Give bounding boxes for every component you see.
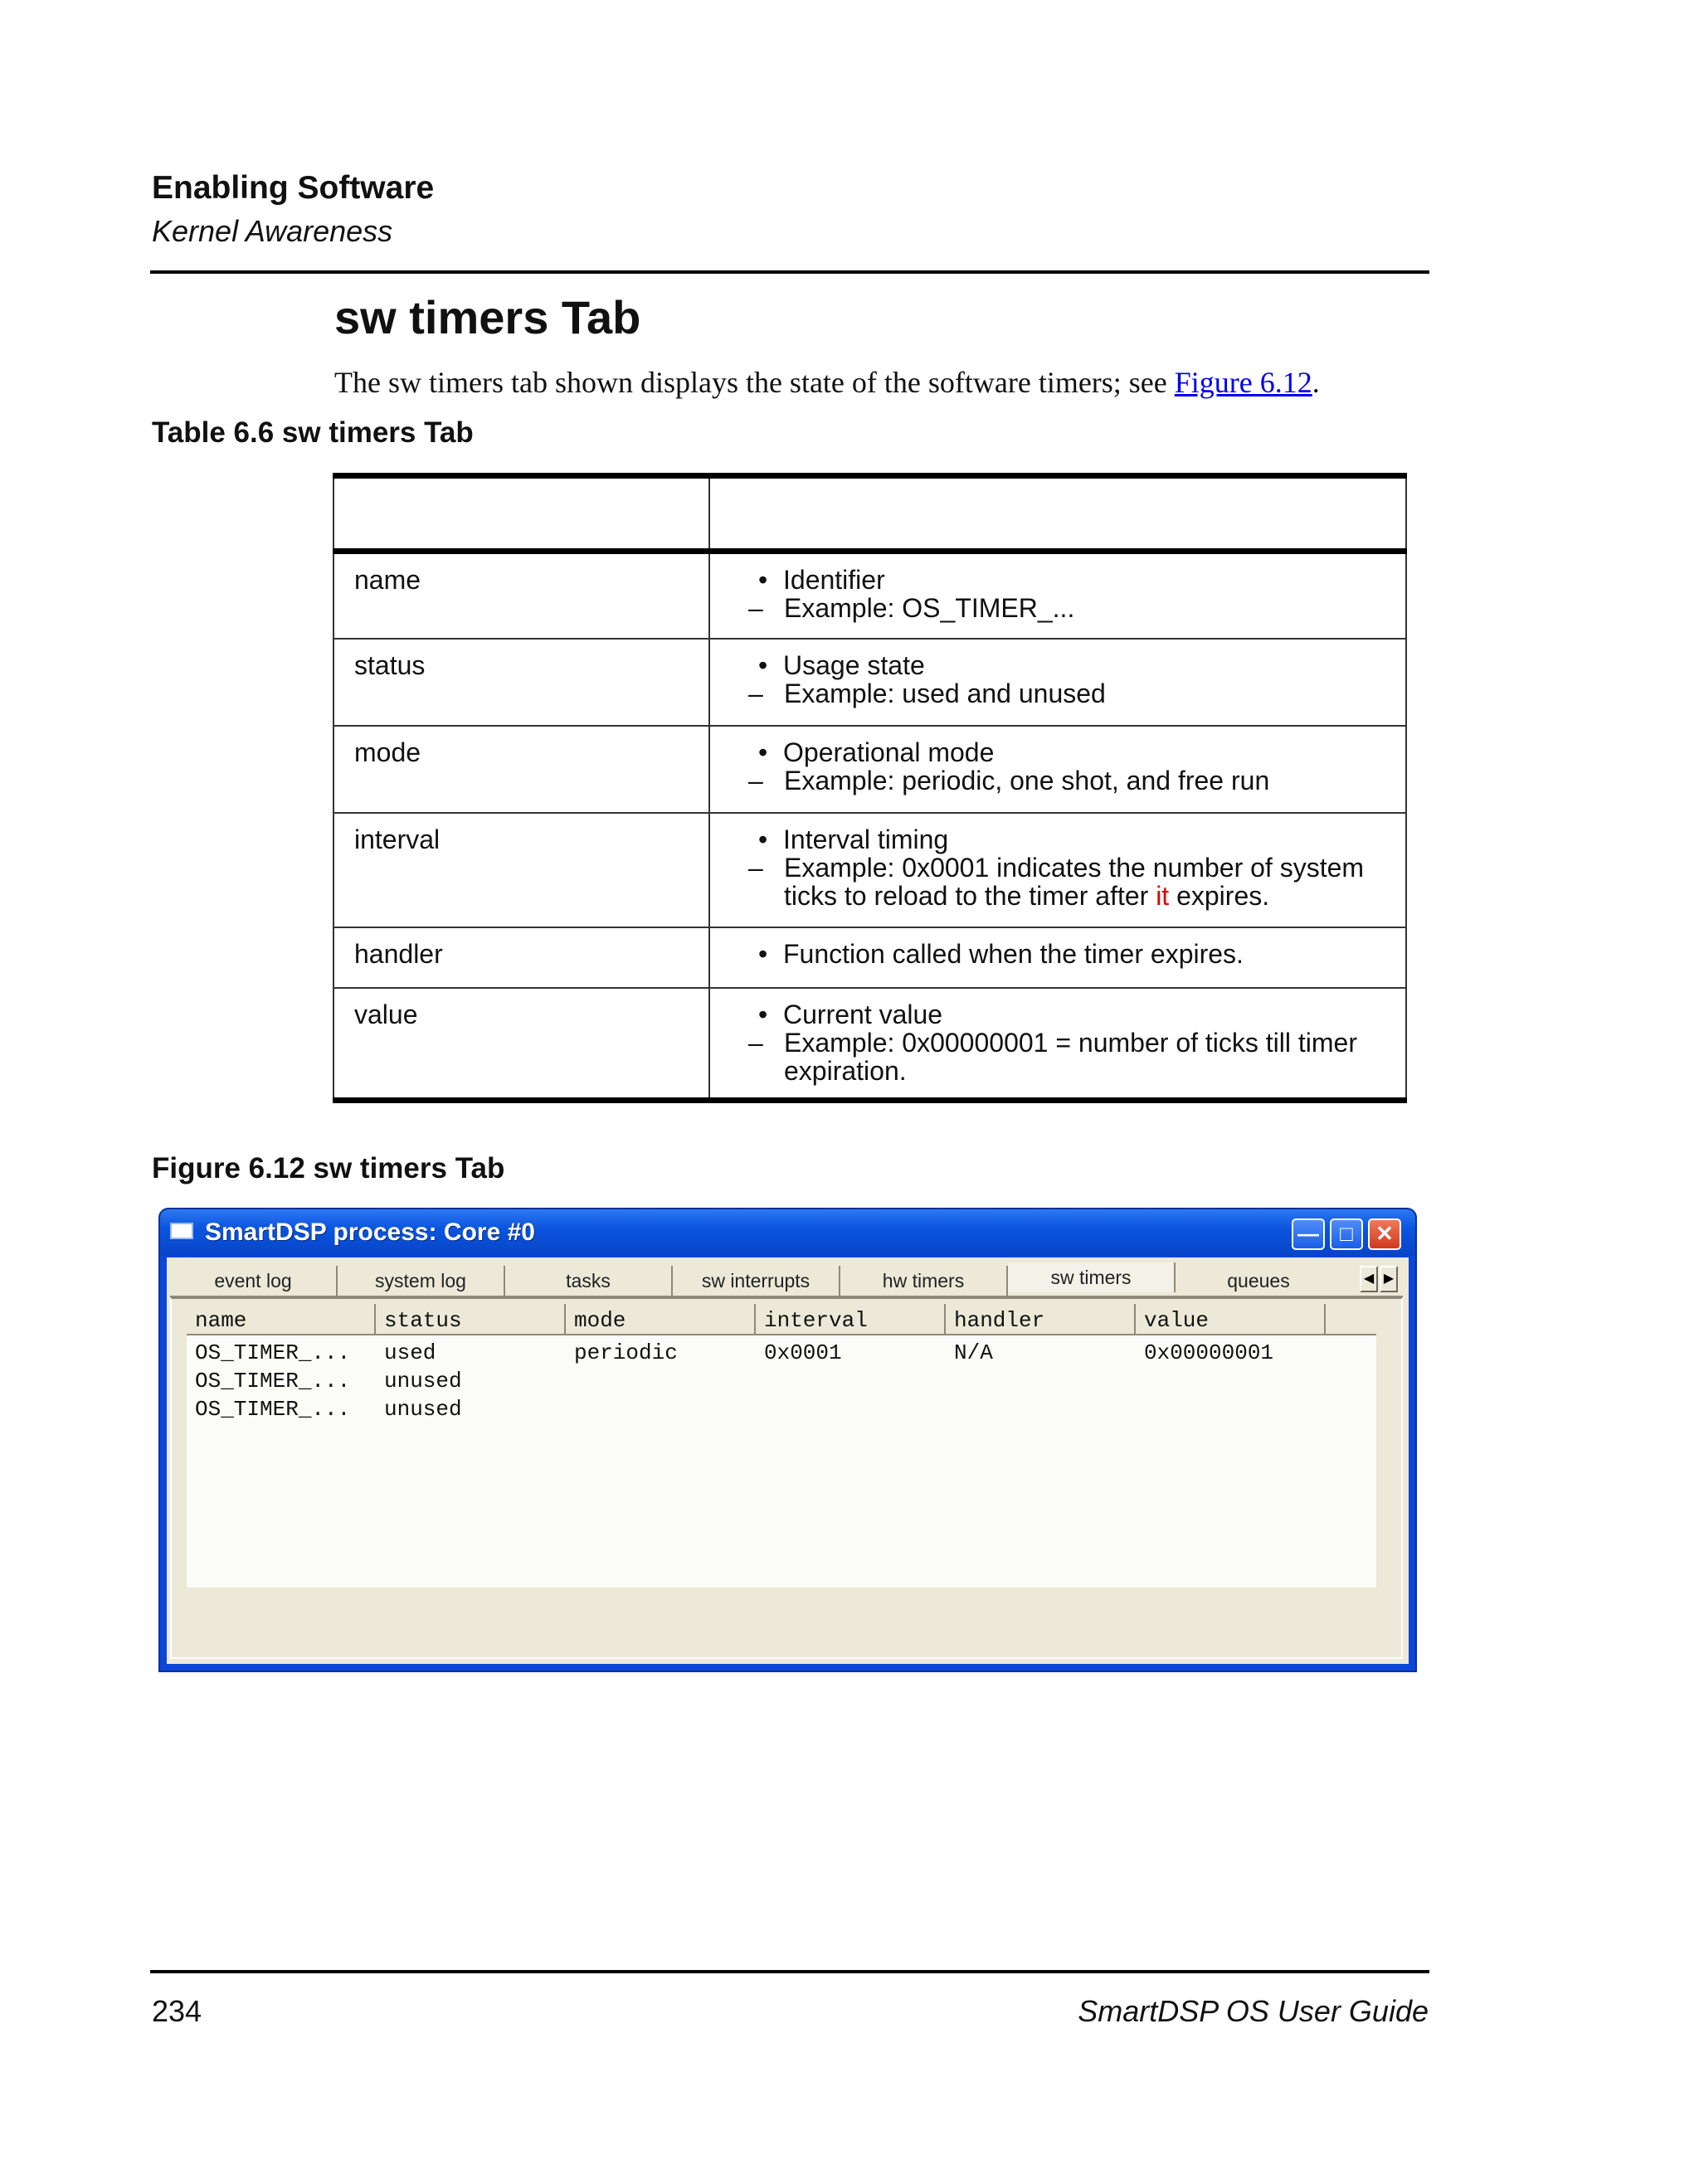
chevron-right-icon: ▶ xyxy=(1383,1272,1395,1286)
close-icon: ✕ xyxy=(1375,1221,1394,1246)
page-number: 234 xyxy=(152,1994,202,2028)
example-text-part: expires. xyxy=(1169,880,1270,911)
minimize-button[interactable] xyxy=(1292,1218,1325,1250)
description-cell xyxy=(709,988,1406,1101)
column-header-name[interactable]: name xyxy=(187,1304,376,1335)
bullet-text: • Operational mode xyxy=(758,738,1389,766)
maximize-button[interactable] xyxy=(1330,1218,1363,1250)
window-app-icon xyxy=(170,1223,193,1239)
field-cell: handler xyxy=(333,927,709,988)
table-row xyxy=(333,813,1406,927)
tab-hw-timers[interactable]: hw timers xyxy=(840,1266,1008,1296)
tab-event-log[interactable]: event log xyxy=(170,1266,338,1296)
table-row xyxy=(333,552,1406,639)
column-header-filler xyxy=(1326,1304,1376,1335)
field-cell: value xyxy=(333,988,709,1101)
example-text xyxy=(748,854,1389,910)
chevron-left-icon: ◀ xyxy=(1363,1272,1375,1286)
tab-sw-interrupts[interactable]: sw interrupts xyxy=(673,1266,840,1296)
timers-list[interactable] xyxy=(187,1304,1376,1588)
timer-interval[interactable]: 0x0001 xyxy=(764,1340,842,1365)
column-header-status[interactable]: status xyxy=(376,1304,566,1335)
timer-status[interactable]: unused xyxy=(384,1397,462,1422)
bullet-text: • Interval timing xyxy=(758,825,1389,854)
example-text: – Example: used and unused xyxy=(748,679,1389,708)
timer-handler[interactable]: N/A xyxy=(954,1340,993,1365)
column-header-interval[interactable]: interval xyxy=(756,1304,946,1335)
tab-tasks[interactable]: tasks xyxy=(505,1266,673,1296)
timer-name[interactable]: OS_TIMER_... xyxy=(195,1340,351,1365)
close-button[interactable] xyxy=(1368,1218,1401,1250)
description-cell xyxy=(709,813,1406,927)
bullet-text: • Current value xyxy=(758,1000,1389,1029)
bullet-text: • Identifier xyxy=(758,566,1389,594)
maximize-icon: □ xyxy=(1340,1221,1353,1246)
table-row xyxy=(333,988,1406,1101)
tab-sw-timers[interactable]: sw timers xyxy=(1008,1262,1176,1292)
footer-rule xyxy=(150,1970,1429,1973)
example-text: – Example: OS_TIMER_... xyxy=(748,594,1389,622)
window-title: SmartDSP process: Core #0 xyxy=(205,1218,535,1246)
table-row xyxy=(333,726,1406,813)
running-header-chapter: Enabling Software xyxy=(152,170,435,206)
window-titlebar[interactable] xyxy=(160,1209,1415,1256)
timer-name[interactable]: OS_TIMER_... xyxy=(195,1397,351,1422)
running-header-section: Kernel Awareness xyxy=(152,214,393,248)
timer-name[interactable]: OS_TIMER_... xyxy=(195,1369,351,1394)
description-cell xyxy=(709,927,1406,988)
table-header-row xyxy=(333,476,1406,552)
description-cell xyxy=(709,639,1406,726)
section-title: sw timers Tab xyxy=(334,291,641,343)
table-row xyxy=(333,639,1406,726)
window-client-area xyxy=(167,1257,1409,1664)
header-rule xyxy=(150,270,1429,274)
minimize-icon: ― xyxy=(1297,1221,1319,1246)
bullet-text: • Usage state xyxy=(758,651,1389,679)
table-caption: Table 6.6 sw timers Tab xyxy=(152,416,474,449)
field-cell: status xyxy=(333,639,709,726)
column-header-value[interactable]: value xyxy=(1136,1304,1326,1335)
smartdsp-window xyxy=(158,1208,1417,1672)
field-cell: name xyxy=(333,552,709,639)
spec-table xyxy=(333,473,1407,1103)
tab-queues[interactable]: queues xyxy=(1227,1270,1290,1291)
example-text: – Example: 0x00000001 = number of ticks till timer expiration. xyxy=(748,1029,1389,1085)
tab-system-log[interactable]: system log xyxy=(338,1266,505,1296)
column-header-mode[interactable]: mode xyxy=(566,1304,756,1335)
description-cell xyxy=(709,552,1406,639)
table-row xyxy=(333,927,1406,988)
tab-strip xyxy=(170,1262,1403,1297)
intro-end: . xyxy=(1312,366,1320,399)
description-cell xyxy=(709,726,1406,813)
header-cell-2 xyxy=(709,476,1406,552)
field-cell: interval xyxy=(333,813,709,927)
bullet-text: • Function called when the timer expires. xyxy=(758,940,1389,968)
highlighted-word: it xyxy=(1156,880,1170,911)
tab-scroll-buttons xyxy=(1360,1266,1400,1294)
timer-status[interactable]: unused xyxy=(384,1369,462,1394)
intro-text: The sw timers tab shown displays the state of the software timers; see xyxy=(334,366,1175,399)
figure-caption: Figure 6.12 sw timers Tab xyxy=(152,1152,505,1184)
example-text: – Example: periodic, one shot, and free run xyxy=(748,766,1389,795)
tab-scroll-right-button[interactable] xyxy=(1380,1266,1398,1292)
timer-value[interactable]: 0x00000001 xyxy=(1144,1340,1274,1365)
intro-paragraph xyxy=(334,365,1320,400)
tab-scroll-left-button[interactable] xyxy=(1360,1266,1378,1292)
field-cell: mode xyxy=(333,726,709,813)
column-header-handler[interactable]: handler xyxy=(946,1304,1136,1335)
timer-status[interactable]: used xyxy=(384,1340,436,1365)
figure-link[interactable]: Figure 6.12 xyxy=(1174,366,1312,399)
guide-title: SmartDSP OS User Guide xyxy=(1078,1994,1429,2028)
header-cell-1 xyxy=(333,476,709,552)
example-text-part: Example: 0x0001 indicates the number of system ticks to reload to the timer after xyxy=(784,852,1365,911)
timer-mode[interactable]: periodic xyxy=(574,1340,678,1365)
